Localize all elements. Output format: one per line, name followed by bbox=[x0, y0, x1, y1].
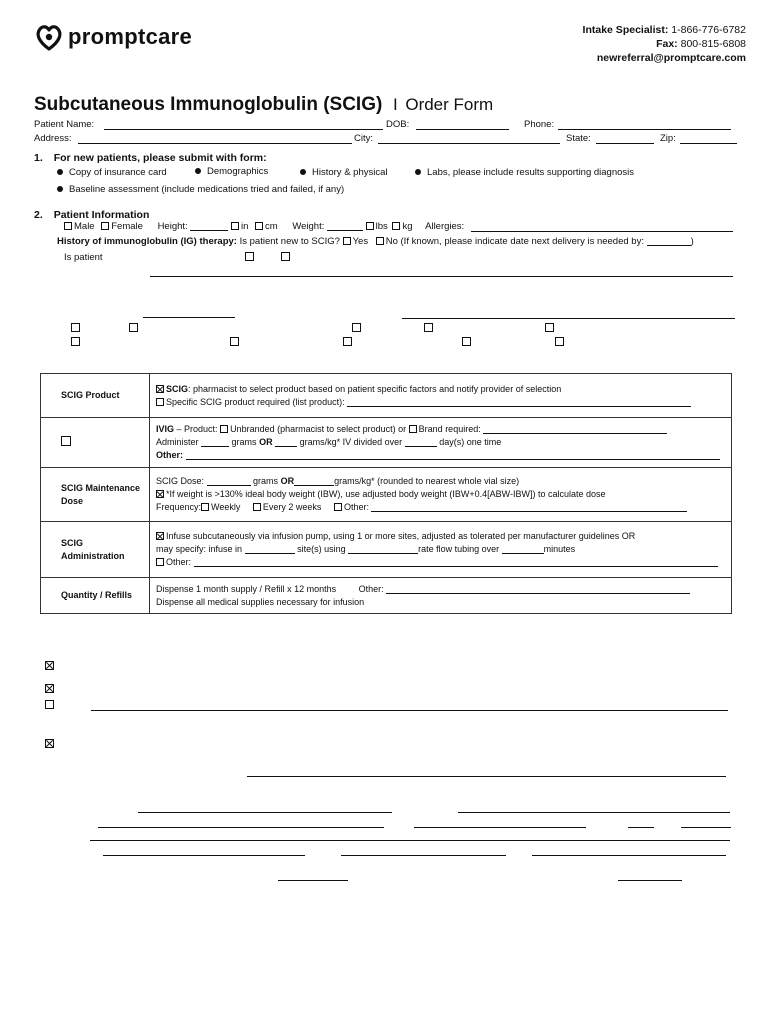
section2-number: 2. bbox=[34, 209, 43, 221]
section2-heading bbox=[34, 209, 149, 221]
patient-name-field[interactable] bbox=[104, 129, 383, 130]
signature-line-9[interactable] bbox=[103, 855, 305, 856]
kg-label: kg bbox=[402, 221, 413, 232]
minutes-field[interactable] bbox=[502, 545, 544, 554]
phone-field[interactable] bbox=[558, 129, 731, 130]
kg-checkbox[interactable] bbox=[392, 222, 400, 230]
ivig-bold: IVIG bbox=[156, 424, 175, 434]
maintenance-dose-cell bbox=[150, 468, 732, 522]
blank-line-1[interactable] bbox=[150, 276, 733, 277]
weight-field[interactable] bbox=[327, 222, 363, 231]
scig-product-cell bbox=[150, 374, 732, 418]
ivig-grams-kg-field[interactable] bbox=[275, 438, 297, 447]
table-row-maintenance-dose bbox=[41, 468, 732, 522]
signature-line-7[interactable] bbox=[681, 827, 731, 828]
is-patient-checkbox-1[interactable] bbox=[245, 252, 254, 261]
frequency-other-label: Other: bbox=[343, 502, 369, 512]
checked-checkbox-2[interactable] bbox=[45, 684, 54, 693]
ivig-days-field[interactable] bbox=[405, 438, 437, 447]
table-row-quantity-refills bbox=[41, 578, 732, 614]
intake-label: Intake Specialist: bbox=[582, 24, 669, 36]
male-label: Male bbox=[74, 221, 95, 232]
address-label: Address: bbox=[34, 133, 72, 144]
option-checkbox-7[interactable] bbox=[230, 337, 239, 346]
brand-required-label: Brand required: bbox=[418, 424, 481, 434]
page-title bbox=[34, 94, 493, 116]
signature-line-12[interactable] bbox=[278, 880, 348, 881]
sites-using-label: site(s) using bbox=[297, 544, 346, 554]
is-patient-label: Is patient bbox=[64, 252, 103, 263]
ig-no-label: No (If known, please indicate date next delivery is needed by: bbox=[385, 236, 644, 247]
checked-checkbox-1[interactable] bbox=[45, 661, 54, 670]
patient-info-row bbox=[64, 221, 464, 232]
male-checkbox[interactable] bbox=[64, 222, 72, 230]
option-checkbox-10[interactable] bbox=[555, 337, 564, 346]
every-2-weeks-checkbox[interactable] bbox=[253, 503, 261, 511]
dispense-month-text: Dispense 1 month supply / Refill x 12 months bbox=[156, 583, 337, 594]
administration-other-field[interactable] bbox=[194, 558, 718, 567]
in-checkbox[interactable] bbox=[231, 222, 239, 230]
weekly-checkbox[interactable] bbox=[201, 503, 209, 511]
cm-label: cm bbox=[265, 221, 278, 232]
specific-product-checkbox[interactable] bbox=[156, 398, 164, 406]
quantity-refills-cell bbox=[150, 578, 732, 614]
option-checkbox-5[interactable] bbox=[545, 323, 554, 332]
allergies-label: Allergies: bbox=[425, 221, 465, 232]
zip-label: Zip: bbox=[660, 133, 676, 144]
fax-number: 800-815-6808 bbox=[680, 38, 746, 50]
blank-line-2[interactable] bbox=[143, 317, 235, 318]
specific-product-field[interactable] bbox=[347, 398, 691, 407]
section2-title: Patient Information bbox=[53, 209, 150, 221]
option-checkbox-8[interactable] bbox=[343, 337, 352, 346]
promptcare-heart-logo-icon bbox=[34, 22, 64, 52]
ivig-product-label: – Product: bbox=[174, 424, 218, 434]
signature-line-11[interactable] bbox=[532, 855, 726, 856]
title-sub: Order Form bbox=[405, 95, 494, 114]
infuse-subcutaneous-checkbox[interactable] bbox=[156, 532, 164, 540]
rate-flow-field[interactable] bbox=[348, 545, 418, 554]
female-label: Female bbox=[111, 221, 143, 232]
specific-product-label: Specific SCIG product required (list product): bbox=[166, 396, 345, 407]
ivig-grams-label: grams bbox=[231, 437, 257, 447]
height-label: Height: bbox=[157, 221, 188, 232]
cm-checkbox[interactable] bbox=[255, 222, 263, 230]
brand-required-checkbox[interactable] bbox=[409, 425, 417, 433]
section1-item-demographics: Demographics bbox=[195, 166, 268, 177]
title-separator: I bbox=[392, 95, 398, 114]
section1-item-insurance: Copy of insurance card bbox=[57, 167, 167, 178]
scig-product-label: SCIG Product bbox=[41, 374, 150, 418]
order-table bbox=[40, 373, 732, 614]
adjusted-weight-note: *If weight is >130% ideal body weight (IBW), use adjusted body weight (IBW+0.4[ABW-IBW]) to calculate dose bbox=[166, 489, 606, 499]
every-2-weeks-label: Every 2 weeks bbox=[262, 502, 322, 512]
administration-other-checkbox[interactable] bbox=[156, 558, 164, 566]
checked-checkbox-4[interactable] bbox=[45, 739, 54, 748]
section1-heading bbox=[34, 152, 267, 164]
signature-line-8[interactable] bbox=[90, 840, 730, 841]
city-field[interactable] bbox=[378, 143, 560, 144]
allergies-field[interactable] bbox=[471, 231, 733, 232]
phone-label: Phone: bbox=[524, 119, 555, 130]
city-label: City: bbox=[354, 133, 373, 144]
ivig-other-label: Other: bbox=[156, 450, 183, 460]
close-paren: ) bbox=[690, 236, 694, 247]
lower-blank-line-1[interactable] bbox=[91, 710, 728, 711]
section1-number: 1. bbox=[34, 152, 43, 164]
dob-field[interactable] bbox=[416, 129, 509, 130]
ivig-label-cell bbox=[41, 418, 150, 468]
section1-item-history: History & physical bbox=[300, 167, 388, 178]
brand-required-field[interactable] bbox=[483, 425, 667, 434]
scig-dose-grams-kg-field[interactable] bbox=[294, 477, 334, 486]
blank-line-3[interactable] bbox=[402, 318, 735, 319]
table-row-administration bbox=[41, 522, 732, 578]
unbranded-checkbox[interactable] bbox=[220, 425, 228, 433]
signature-line-6[interactable] bbox=[628, 827, 654, 828]
scig-dose-grams-label: grams bbox=[253, 476, 279, 486]
ivig-grams-kg-label: grams/kg* IV divided over bbox=[299, 437, 403, 447]
option-checkbox-9[interactable] bbox=[462, 337, 471, 346]
in-label: in bbox=[240, 221, 249, 232]
section1-title: For new patients, please submit with form: bbox=[53, 152, 267, 164]
weight-label: Weight: bbox=[292, 221, 325, 232]
scig-bold: SCIG bbox=[166, 383, 189, 394]
lbs-label: lbs bbox=[375, 221, 388, 232]
height-field[interactable] bbox=[190, 222, 228, 231]
administration-cell bbox=[150, 522, 732, 578]
contact-block bbox=[583, 23, 746, 65]
ivig-or: OR bbox=[259, 437, 273, 447]
patient-name-label: Patient Name: bbox=[34, 119, 95, 130]
adjusted-weight-checkbox[interactable] bbox=[156, 490, 164, 498]
table-row-scig-product bbox=[41, 374, 732, 418]
signature-line-10[interactable] bbox=[341, 855, 506, 856]
option-checkbox-4[interactable] bbox=[424, 323, 433, 332]
ig-history-label: History of immunoglobulin (IG) therapy: bbox=[57, 236, 237, 247]
frequency-other-field[interactable] bbox=[371, 503, 687, 512]
minutes-label: minutes bbox=[543, 544, 576, 554]
quantity-other-field[interactable] bbox=[386, 585, 690, 594]
ivig-days-label: day(s) one time bbox=[439, 437, 502, 447]
table-row-ivig bbox=[41, 418, 732, 468]
ivig-checkbox[interactable] bbox=[61, 436, 71, 446]
ig-no-checkbox[interactable] bbox=[376, 237, 384, 245]
address-field[interactable] bbox=[78, 143, 352, 144]
brand-name: promptcare bbox=[68, 24, 193, 49]
infuse-subcutaneous-text: Infuse subcutaneously via infusion pump, using 1 or more sites, adjusted as tolerated per manufacturer guidelines OR bbox=[166, 531, 636, 541]
unbranded-label: Unbranded (pharmacist to select product) or bbox=[230, 424, 407, 434]
ig-yes-label: Yes bbox=[352, 236, 369, 247]
weekly-label: Weekly bbox=[211, 502, 241, 512]
scig-dose-label: SCIG Dose: bbox=[156, 476, 205, 486]
signature-line-1[interactable] bbox=[247, 776, 726, 777]
ivig-grams-field[interactable] bbox=[201, 438, 229, 447]
intake-phone: 1-866-776-6782 bbox=[671, 24, 746, 36]
section1-item-baseline: Baseline assessment (include medications tried and failed, if any) bbox=[57, 184, 344, 195]
option-checkbox-1[interactable] bbox=[71, 323, 80, 332]
administer-label: Administer bbox=[156, 437, 199, 447]
maintenance-dose-label: SCIG Maintenance Dose bbox=[41, 468, 150, 522]
ig-history-row bbox=[57, 236, 694, 247]
quantity-other-label: Other: bbox=[358, 583, 384, 594]
option-checkbox-3[interactable] bbox=[352, 323, 361, 332]
ig-yes-checkbox[interactable] bbox=[343, 237, 351, 245]
female-checkbox[interactable] bbox=[101, 222, 109, 230]
ivig-cell bbox=[150, 418, 732, 468]
signature-line-4[interactable] bbox=[98, 827, 384, 828]
state-label: State: bbox=[566, 133, 591, 144]
section1-item-labs: Labs, please include results supporting diagnosis bbox=[415, 167, 634, 178]
quantity-refills-label: Quantity / Refills bbox=[41, 578, 150, 614]
signature-line-3[interactable] bbox=[458, 812, 730, 813]
scig-dose-or: OR bbox=[280, 476, 295, 486]
option-checkbox-2[interactable] bbox=[129, 323, 138, 332]
rate-flow-label: rate flow tubing over bbox=[418, 544, 500, 554]
signature-line-5[interactable] bbox=[414, 827, 586, 828]
scig-dose-grams-field[interactable] bbox=[207, 477, 251, 486]
dispense-supplies-text: Dispense all medical supplies necessary for infusion bbox=[156, 596, 365, 607]
administration-other-label: Other: bbox=[166, 557, 192, 567]
administration-label: SCIG Administration bbox=[41, 522, 150, 578]
next-delivery-field[interactable] bbox=[647, 237, 691, 246]
dob-label: DOB: bbox=[386, 119, 410, 130]
scig-dose-grams-kg-label: grams/kg* (rounded to nearest whole vial size) bbox=[334, 476, 520, 486]
title-main: Subcutaneous Immunoglobulin (SCIG) bbox=[34, 94, 383, 115]
email[interactable]: newreferral@promptcare.com bbox=[596, 52, 746, 64]
lbs-checkbox[interactable] bbox=[366, 222, 374, 230]
zip-field[interactable] bbox=[680, 143, 737, 144]
unchecked-checkbox-3[interactable] bbox=[45, 700, 54, 709]
scig-pharmacist-select-checkbox[interactable] bbox=[156, 385, 164, 393]
option-checkbox-6[interactable] bbox=[71, 337, 80, 346]
scig-pharmacist-select-text: : pharmacist to select product based on patient specific factors and notify provider of selection bbox=[188, 383, 562, 394]
ivig-other-field[interactable] bbox=[186, 451, 720, 460]
sites-field[interactable] bbox=[245, 545, 295, 554]
ig-question: Is patient new to SCIG? bbox=[239, 236, 340, 247]
infuse-in-label: may specify: infuse in bbox=[156, 544, 243, 554]
fax-label: Fax: bbox=[656, 38, 678, 50]
is-patient-checkbox-2[interactable] bbox=[281, 252, 290, 261]
signature-line-13[interactable] bbox=[618, 880, 682, 881]
frequency-label: Frequency: bbox=[156, 502, 202, 512]
signature-line-2[interactable] bbox=[138, 812, 392, 813]
state-field[interactable] bbox=[596, 143, 654, 144]
frequency-other-checkbox[interactable] bbox=[334, 503, 342, 511]
